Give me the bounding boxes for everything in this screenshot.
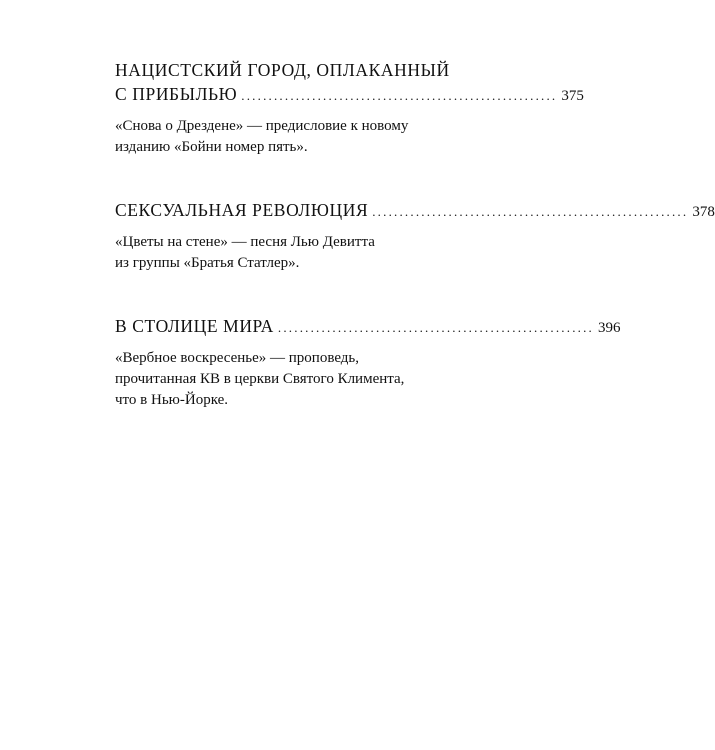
description-line: прочитанная КВ в церкви Святого Климента,: [115, 371, 405, 387]
toc-entry: [115, 198, 715, 274]
description-line: «Снова о Дрездене» — предисловие к новому: [115, 118, 409, 134]
description-line: «Вербное воскресенье» — проповедь,: [115, 350, 359, 366]
description-line: изданию «Бойни номер пять».: [115, 139, 308, 155]
toc-entry-description: [115, 348, 460, 411]
toc-entry-heading[interactable]: [115, 314, 621, 340]
toc-entry-heading[interactable]: [115, 58, 584, 108]
description-line: из группы «Братья Статлер».: [115, 255, 300, 271]
toc-entry-title-line: В СТОЛИЦЕ МИРА: [115, 316, 274, 336]
dot-leader: ..........................................................: [372, 204, 689, 219]
toc-entry-title-line: СЕКСУАЛЬНАЯ РЕВОЛЮЦИЯ: [115, 200, 369, 220]
toc-page-number: 375: [561, 88, 584, 104]
toc-entry-description: [115, 116, 460, 158]
toc-page-number: 378: [692, 204, 715, 220]
toc-entry-heading[interactable]: [115, 198, 715, 224]
toc-entry: [115, 58, 584, 158]
toc-page-number: 396: [598, 320, 621, 336]
toc-entry-title-line: НАЦИСТСКИЙ ГОРОД, ОПЛАКАННЫЙ: [115, 60, 450, 80]
description-line: «Цветы на стене» — песня Лью Девитта: [115, 234, 375, 250]
toc-entry-title-line: С ПРИБЫЛЬЮ: [115, 84, 238, 104]
dot-leader: ..........................................................: [241, 88, 558, 103]
toc-entry: [115, 314, 621, 411]
description-line: что в Нью-Йорке.: [115, 392, 229, 408]
dot-leader: ..........................................................: [277, 320, 594, 335]
table-of-contents: [115, 58, 715, 441]
toc-entry-description: [115, 232, 460, 274]
